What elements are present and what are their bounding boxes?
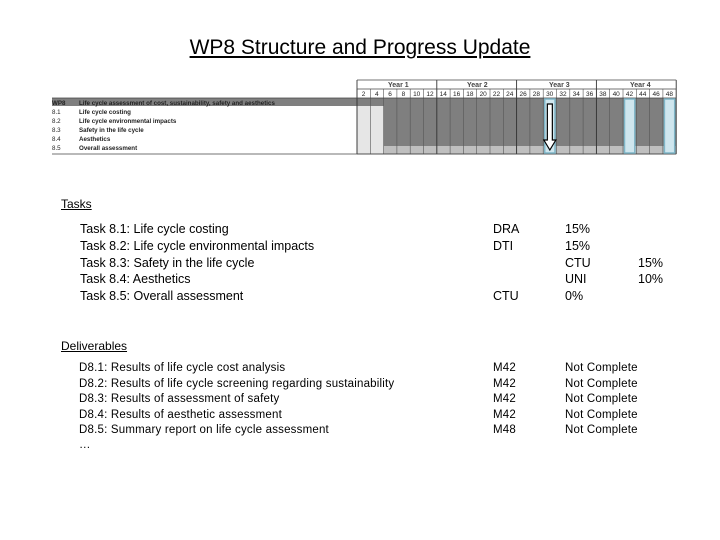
gantt-chart xyxy=(52,78,688,158)
row-label: Life cycle assessment of cost, sustainability, safety and aesthetics xyxy=(79,100,275,107)
year-4-label: Year 4 xyxy=(630,82,651,89)
gantt-row-8-4 xyxy=(52,136,110,143)
year-1-label: Year 1 xyxy=(388,82,409,89)
deliverable-label: D8.1: Results of life cycle cost analysis xyxy=(79,362,286,374)
gantt-month-label: 34 xyxy=(572,91,580,98)
gantt-highlight-m48 xyxy=(664,99,674,153)
row-number: 8.5 xyxy=(52,145,61,152)
deliverable-label: D8.5: Summary report on life cycle assessment xyxy=(79,424,329,436)
gantt-month-label: 24 xyxy=(506,91,514,98)
gantt-month-label: 16 xyxy=(452,91,461,98)
row-number: WP8 xyxy=(52,100,66,107)
deliverables-heading: Deliverables xyxy=(61,339,128,353)
gantt-row-wp8 xyxy=(52,100,275,107)
task-label: Task 8.2: Life cycle environmental impacts xyxy=(80,239,315,253)
task-effort: 15% xyxy=(565,239,591,253)
row-number: 8.1 xyxy=(52,109,61,116)
task-label: Task 8.1: Life cycle costing xyxy=(80,222,229,236)
gantt-month-label: 44 xyxy=(639,91,647,98)
gantt-month-label: 40 xyxy=(612,91,620,98)
gantt-month-label: 6 xyxy=(388,91,392,98)
deliverable-month: M42 xyxy=(493,393,516,405)
deliverable-status: Not Complete xyxy=(565,393,638,405)
gantt-month-label: 22 xyxy=(492,91,501,98)
year-2-label: Year 2 xyxy=(467,82,488,89)
task-effort: 0% xyxy=(565,289,584,303)
gantt-month-label: 12 xyxy=(426,91,434,98)
task-effort-secondary: 10% xyxy=(638,272,664,286)
gantt-month-label: 46 xyxy=(652,91,660,98)
deliverable-month: M48 xyxy=(493,424,516,436)
gantt-month-label: 8 xyxy=(401,91,406,98)
gantt-month-label: 2 xyxy=(361,91,366,98)
gantt-highlight-m42 xyxy=(625,99,635,153)
row-label: Life cycle environmental impacts xyxy=(79,118,177,125)
row-label: Safety in the life cycle xyxy=(79,127,144,134)
row-label: Life cycle costing xyxy=(79,109,131,116)
gantt-month-label: 10 xyxy=(413,91,421,98)
gantt-month-label: 18 xyxy=(466,91,474,98)
gantt-row-8-3 xyxy=(52,127,144,134)
deliverable-month: M42 xyxy=(493,362,516,374)
year-3-label: Year 3 xyxy=(549,82,570,89)
deliverable-label: D8.2: Results of life cycle screening regarding sustainability xyxy=(79,378,395,390)
task-label: Task 8.5: Overall assessment xyxy=(80,289,244,303)
gantt-month-label: 28 xyxy=(532,91,540,98)
deliverable-label: D8.3: Results of assessment of safety xyxy=(79,393,280,405)
gantt-month-label: 48 xyxy=(665,91,673,98)
row-label: Overall assessment xyxy=(79,145,138,152)
gantt-month-label: 14 xyxy=(439,91,447,98)
row-number: 8.3 xyxy=(52,127,61,134)
deliverable-status: Not Complete xyxy=(565,409,638,421)
gantt-row-8-1 xyxy=(52,109,131,116)
task-effort-secondary: 15% xyxy=(638,256,664,270)
deliverable-status: Not Complete xyxy=(565,424,638,436)
gantt-month-label: 20 xyxy=(479,91,487,98)
task-label: Task 8.3: Safety in the life cycle xyxy=(80,256,255,270)
ellipsis: … xyxy=(79,439,91,451)
gantt-row-8-2 xyxy=(52,118,176,125)
gantt-month-label: 26 xyxy=(519,91,527,98)
task-partner-secondary: CTU xyxy=(565,256,591,270)
task-partner-secondary: UNI xyxy=(565,272,587,286)
gantt-row-8-5 xyxy=(52,145,137,152)
gantt-month-label: 30 xyxy=(546,91,554,98)
deliverable-status: Not Complete xyxy=(565,378,638,390)
page-title: WP8 Structure and Progress Update xyxy=(189,36,531,59)
gantt-month-label: 38 xyxy=(599,91,607,98)
gantt-month-label: 4 xyxy=(374,91,379,98)
deliverable-label: D8.4: Results of aesthetic assessment xyxy=(79,409,282,421)
task-label: Task 8.4: Aesthetics xyxy=(80,272,191,286)
tasks-heading: Tasks xyxy=(61,197,92,211)
task-partner: DRA xyxy=(493,222,520,236)
gantt-month-label: 42 xyxy=(625,91,634,98)
row-number: 8.4 xyxy=(52,136,61,143)
task-effort: 15% xyxy=(565,222,591,236)
deliverable-month: M42 xyxy=(493,378,516,390)
task-partner: DTI xyxy=(493,239,514,253)
gantt-month-label: 32 xyxy=(559,91,567,98)
deliverable-status: Not Complete xyxy=(565,362,638,374)
row-number: 8.2 xyxy=(52,118,61,125)
row-label: Aesthetics xyxy=(79,136,111,143)
gantt-month-label: 36 xyxy=(585,91,594,98)
deliverable-month: M42 xyxy=(493,409,516,421)
task-partner: CTU xyxy=(493,289,519,303)
